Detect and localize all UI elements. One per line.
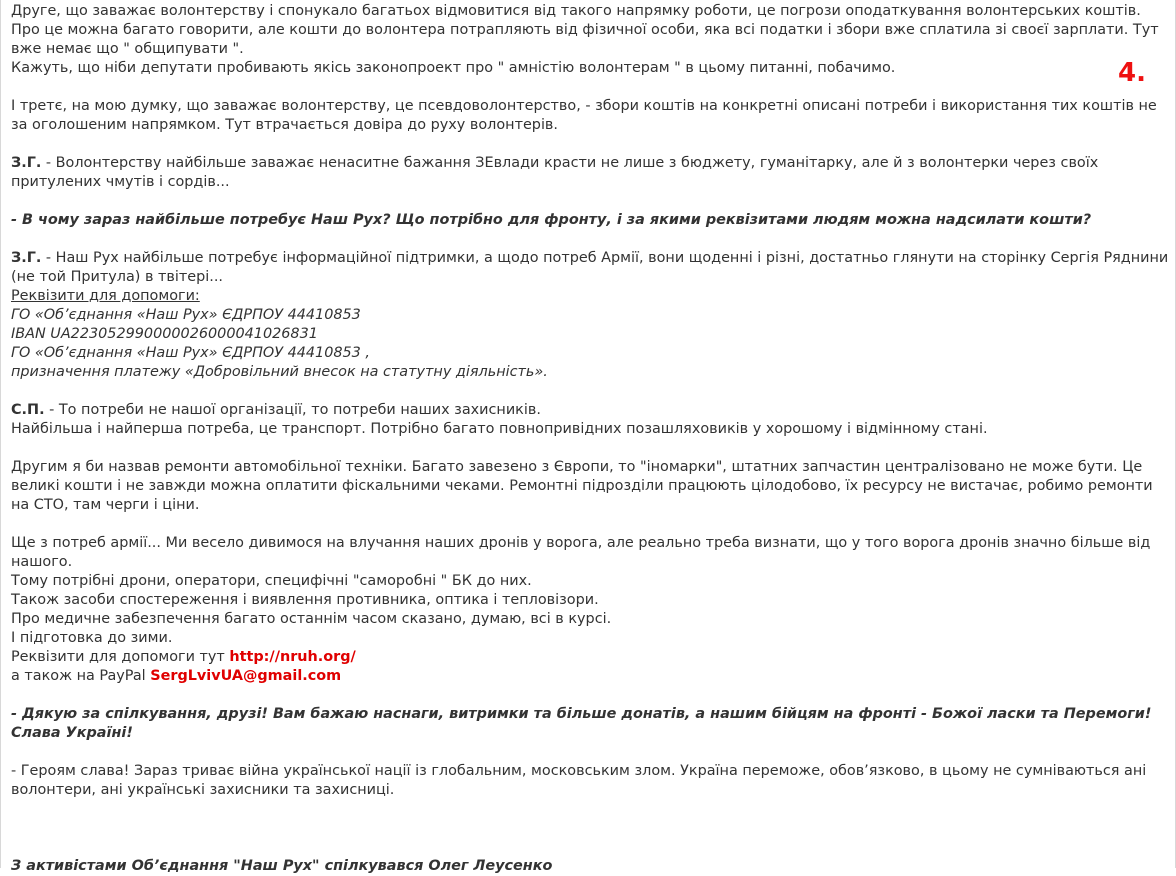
requisite-org-2: ГО «Об’єднання «Наш Рух» ЄДРПОУ 44410853 , bbox=[11, 345, 370, 361]
zg-answer-2-text: - Наш Рух найбільше потребує інформаційної підтримки, а щодо потреб Армії, вони щоденні і різні, достатньо глянути на сторінку Сергія Ряднини (не той Притула) в твітері... bbox=[11, 250, 1169, 285]
paypal-email-link[interactable]: SergLvivUA@gmail.com bbox=[150, 668, 342, 684]
taxation-text: Друге, що заважає волонтерству і спонукало багатьох відмовитися від такого напрямку роботи, це погрози оподаткування волонтерських коштів. Про це можна багато говорити, але кошти до волонтера потрапляють від фізичної особи, яка всі податки і збори вже сплатила зі своєї зарплати. Тут вже немає що " общипувати ". bbox=[11, 3, 1159, 57]
requisite-org-1: ГО «Об’єднання «Наш Рух» ЄДРПОУ 44410853 bbox=[11, 307, 361, 323]
speaker-zg-2: З.Г. bbox=[11, 250, 42, 266]
paypal-prefix: а також на PayPal bbox=[11, 668, 151, 684]
paragraph-sp-answer bbox=[11, 401, 1169, 439]
drones-text: Ще з потреб армії... Ми весело дивимося на влучання наших дронів у ворога, але реально треба визнати, що у того ворога дронів значно більше від нашого. bbox=[11, 535, 1151, 570]
transport-need-text: Найбільша і найперша потреба, це транспорт. Потрібно багато повнопривідних позашляховиків у хорошому і відмінному стані. bbox=[11, 421, 988, 437]
link-prefix: Реквізити для допомоги тут bbox=[11, 649, 230, 665]
requisite-purpose: призначення платежу «Добровільний внесок на статутну діяльність». bbox=[11, 364, 548, 380]
paragraph-taxation bbox=[11, 2, 1169, 78]
winter-text: І підготовка до зими. bbox=[11, 630, 173, 646]
page-number-marker: 4. bbox=[1118, 58, 1146, 88]
sp-answer-text: - То потреби не нашої організації, то потреби наших захисників. bbox=[44, 402, 541, 418]
requisite-iban: IBAN UA223052990000026000041026831 bbox=[11, 326, 318, 342]
paragraph-closing: - Героям слава! Зараз триває війна української нації із глобальним, московським злом. Україна переможе, обов’язково, в цьому не сумніваються ані волонтери, ані українські захисники та захисниці. bbox=[11, 763, 1147, 798]
nruh-link[interactable]: http://nruh.org/ bbox=[229, 649, 356, 665]
drones-operators-text: Тому потрібні дрони, оператори, специфічні "саморобні " БК до них. bbox=[11, 573, 532, 589]
zg-answer-1-text: - Волонтерству найбільше заважає ненаситне бажання ЗЕвлади красти не лише з бюджету, гуманітарку, але й з волонтерки через своїх притулених чмутів і сордів... bbox=[11, 155, 1099, 190]
question-thanks: - Дякую за спілкування, друзі! Вам бажаю наснаги, витримки та більше донатів, а нашим бійцям на фронті - Божої ласки та Перемоги! Слава Україні! bbox=[11, 706, 1152, 741]
paragraph-pseudovolunteering: І третє, на мою думку, що заважає волонтерству, це псевдоволонтерство, - збори коштів на конкретні описані потреби і використання тих коштів не за оголошеним напрямком. Тут втрачається довіра до руху волонтерів. bbox=[11, 98, 1157, 133]
paragraph-zg-answer-1 bbox=[11, 154, 1169, 192]
medical-text: Про медичне забезпечення багато останнім часом сказано, думаю, всі в курсі. bbox=[11, 611, 612, 627]
question-needs: - В чому зараз найбільше потребує Наш Рух? Що потрібно для фронту, і за якими реквізитами людям можна надсилати кошти? bbox=[11, 212, 1092, 228]
requisites-title: Реквізити для допомоги: bbox=[11, 288, 200, 304]
article-footer-credit: З активістами Об’єднання "Наш Рух" спілкувався Олег Леусенко bbox=[11, 858, 553, 874]
spacer bbox=[11, 819, 1169, 857]
amnesty-text: Кажуть, що ніби депутати пробивають якісь законопроект про " амністію волонтерам " в цьому питанні, побачимо. bbox=[11, 60, 896, 76]
paragraph-repairs: Другим я би назвав ремонти автомобільної техніки. Багато завезено з Європи, то "іномарки", штатних запчастин централізовано не може бути. Це великі кошти і не завжди можна оплатити фіскальними чеками. Ремонтні підрозділи працюють цілодобово, їх ресурсу не вистачає, робимо ремонти на СТО, там черги і ціни. bbox=[11, 459, 1153, 513]
speaker-zg: З.Г. bbox=[11, 155, 42, 171]
paragraph-zg-answer-2 bbox=[11, 249, 1169, 382]
paragraph-army-needs bbox=[11, 534, 1169, 686]
speaker-sp: С.П. bbox=[11, 402, 45, 418]
surveillance-text: Також засоби спостереження і виявлення противника, оптика і тепловізори. bbox=[11, 592, 599, 608]
